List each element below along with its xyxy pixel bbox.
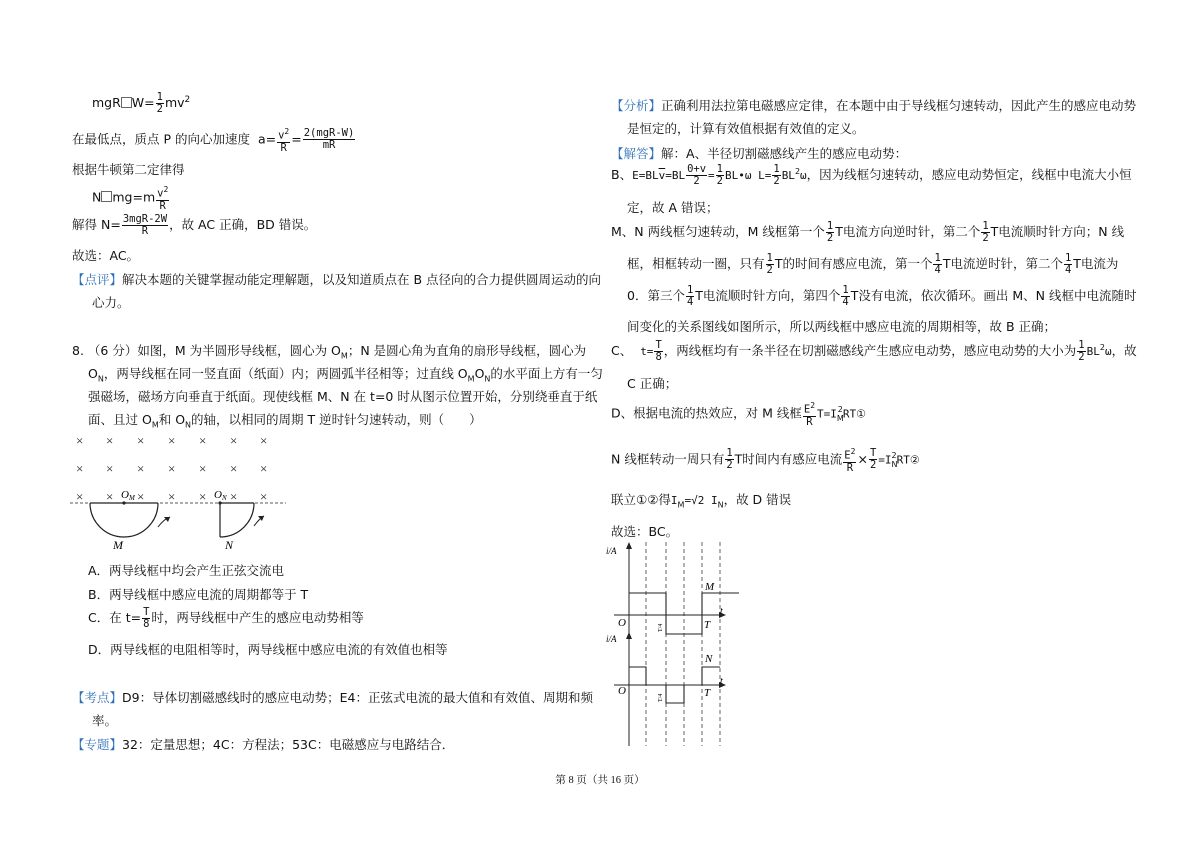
- kaodian-line2: 率。: [92, 713, 118, 728]
- t-label-2: t: [720, 676, 723, 687]
- field-cross: ×: [106, 461, 114, 476]
- analysis-line2: 是恒定的，计算有效值根据有效值的定义。: [627, 121, 865, 136]
- graph-grid: [646, 542, 720, 746]
- solution-answer: 故选：BC。: [611, 524, 679, 539]
- field-cross: ×: [168, 461, 176, 476]
- solution-line1: 【解答】解：A、半径切割磁感线产生的感应电动势：: [611, 146, 908, 161]
- q8-line4: 面、且过 $O_M$和 $O_N$的轴，以相同的周期 T 逆时针匀速转动，则（ ）: [88, 412, 482, 430]
- q8-line2: $O_N$，两导线框在同一竖直面（纸面）内；两圆弧半径相等；过直线 $O_MO_N$的水平面上方有一匀: [88, 366, 603, 384]
- field-cross: ×: [168, 489, 176, 504]
- y-label-1: i/A: [606, 546, 617, 556]
- solution-M-line2: 框，相框转动一圈，只有 $\frac{1}{2}$ T的时间有感应电流，第一个 $\frac{1}{4}$ T电流逆时针，第二个 $\frac{1}{4}$ T电流为: [627, 252, 1119, 276]
- current-time-graph: [604, 540, 744, 748]
- missing-glyph-box: [121, 97, 132, 108]
- comment-line1: 【点评】解决本题的关键掌握动能定理解题，以及知道质点在 B 点径向的合力提供圆周运动的向: [72, 272, 602, 287]
- solution-combine: 联立①②得$I_M=√2$ $I_N$，故 D 错误: [611, 492, 792, 510]
- field-cross: ×: [76, 489, 84, 504]
- missing-glyph-box: [101, 191, 112, 202]
- field-cross: ×: [230, 461, 238, 476]
- field-cross: ×: [137, 489, 145, 504]
- solution-D-line1: D、根据电流的热效应，对 M 线框 $\frac{E^2}{R}$ $T=I_M^2RT①$: [611, 401, 866, 428]
- t-label-1: t: [720, 606, 723, 617]
- solution-N-line: N 线框转动一周只有 $\frac{1}{2}$ T时间内有感应电流 $\frac{E^2}{R}$ × $\frac{T}{2}$ $=I_N^2RT②$: [611, 447, 920, 474]
- tick-label-1: T/4: [658, 623, 664, 632]
- field-cross: ×: [137, 433, 145, 448]
- kaodian-line1: 【考点】D9：导体切割磁感线时的感应电动势；E4：正弦式电流的最大值和有效值、周期和频: [72, 690, 593, 705]
- option-D: D．两导线框的电阻相等时，两导线框中感应电流的有效值也相等: [88, 642, 448, 657]
- solution-C-line1: C、 t= $\frac{T}{8}$ ，两线框均有一条半径在切割磁感线产生感应电动势，感应电动势的大小为 $\frac{1}{2}$ $BL^2\omega$，故: [611, 339, 1137, 363]
- option-B: B．两导线框中感应电流的周期都等于 T: [88, 587, 309, 602]
- q8-figure: [68, 430, 288, 555]
- label-M: M: [113, 538, 123, 552]
- solution-B-line1: B、$E=BL\overline{v}=BL$ $\frac{0+v}{2}$ = $\frac{1}{2}$ BL•ω L= $\frac{1}{2}$ $BL^2\omega$，因为线框匀速转动，感应电动势恒定，线框中电流大小恒: [611, 163, 1132, 187]
- field-cross: ×: [260, 461, 268, 476]
- comment-line2: 心力。: [92, 295, 130, 310]
- solution-C-line2: C 正确；: [627, 376, 678, 391]
- T-label-1: T: [704, 619, 711, 631]
- solution-M-line3: 0．第三个 $\frac{1}{4}$ T电流顺时针方向，第四个 $\frac{1}{4}$ T没有电流，依次循环。画出 M、N 线框中电流随时: [627, 284, 1137, 308]
- option-C: C．在 t= $\frac{T}{8}$ 时，两导线框中产生的感应电动势相等: [88, 606, 364, 630]
- text-newton: 根据牛顿第二定律得: [72, 162, 185, 177]
- solution-M-line4: 间变化的关系图线如图所示，所以两线框中感应电流的周期相等，故 B 正确；: [627, 319, 1057, 334]
- zhuanti-line: 【专题】32：定量思想；4C：方程法；53C：电磁感应与电路结合．: [72, 737, 455, 752]
- option-A: A．两导线框中均会产生正弦交流电: [88, 563, 285, 578]
- field-cross: ×: [168, 433, 176, 448]
- eq-solve: 解得 N= $\frac{\text{3mgR-2W}}{R}$ ，故 AC 正确，BD 错误。: [72, 213, 317, 237]
- label-N: N: [705, 653, 713, 665]
- field-cross: ×: [260, 433, 268, 448]
- eq-centripetal: 在最低点，质点 P 的向心加速度 a= $\frac{v^2}{R}$ = $\frac{\text{2(mgR-W)}}{mR}$: [72, 127, 355, 154]
- label-ON: ON: [214, 489, 227, 502]
- frame-M-arc: [90, 503, 158, 537]
- y-label-2: i/A: [606, 634, 617, 644]
- field-cross: ×: [260, 489, 268, 504]
- q8-line1: 8. （6 分）如图，M 为半圆形导线框，圆心为 $O_M$；N 是圆心角为直角的扇形导线框，圆心为: [72, 343, 587, 361]
- origin-2: O: [618, 685, 626, 697]
- point-OM: [122, 501, 125, 504]
- field-cross: ×: [137, 461, 145, 476]
- q8-line3: 强磁场，磁场方向垂直于纸面。现使线框 M、N 在 t=0 时从图示位置开始，分别绕垂直于纸: [88, 389, 598, 404]
- solution-M-line1: M、N 两线框匀速转动，M 线框第一个 $\frac{1}{2}$ T电流方向逆时针，第二个 $\frac{1}{2}$ T电流顺时针方向；N 线: [611, 220, 1125, 244]
- field-cross: ×: [76, 461, 84, 476]
- field-cross: ×: [199, 433, 207, 448]
- field-cross: ×: [199, 489, 207, 504]
- label-N: N: [225, 538, 234, 552]
- T-label-2: T: [704, 687, 711, 699]
- field-cross: ×: [106, 433, 114, 448]
- field-cross: ×: [230, 489, 238, 504]
- label-M: M: [705, 581, 715, 593]
- frame-N-arc: [220, 503, 254, 537]
- eq-energy: mgR W= $\frac{1}{2}$ $mv^2$: [92, 91, 191, 115]
- eq-newton: N mg=m $\frac{v^2}{R}$: [92, 185, 169, 212]
- field-cross: ×: [230, 433, 238, 448]
- solution-B-line2: 定，故 A 错误；: [627, 200, 719, 215]
- field-cross: ×: [199, 461, 207, 476]
- page-footer: 第 8 页（共 16 页）: [555, 775, 645, 786]
- analysis-line1: 【分析】正确利用法拉第电磁感应定律，在本题中由于导线框匀速转动，因此产生的感应电动势: [611, 98, 1137, 113]
- answer-prev: 故选：AC。: [72, 248, 140, 263]
- origin-1: O: [618, 617, 626, 629]
- magnetic-field-crosses: [76, 433, 267, 504]
- field-cross: ×: [106, 489, 114, 504]
- field-cross: ×: [76, 433, 84, 448]
- label-OM: OM: [121, 489, 135, 502]
- tick-label-2: T/4: [658, 693, 664, 702]
